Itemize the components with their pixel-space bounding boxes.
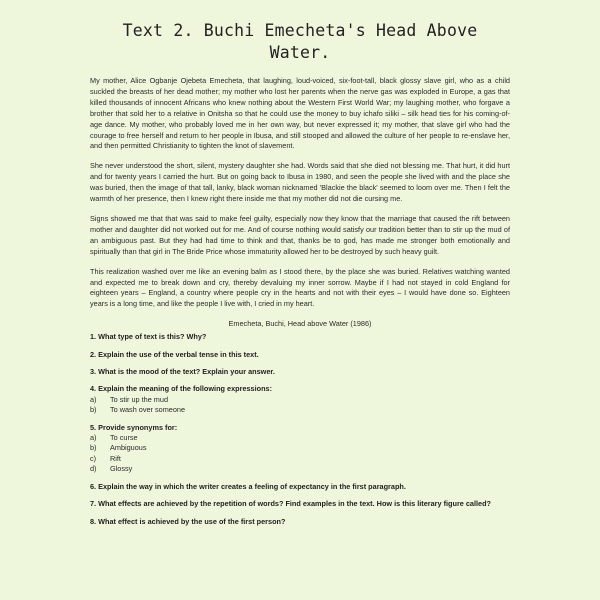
- question-5: [90, 423, 510, 475]
- question-text: 5. Provide synonyms for:: [90, 422, 178, 432]
- sub-item-text: To wash over someone: [110, 405, 186, 415]
- question-text: 2. Explain the use of the verbal tense in this text.: [90, 349, 259, 359]
- question-text: 1. What type of text is this? Why?: [90, 332, 207, 342]
- sub-item-text: To stir up the mud: [110, 394, 168, 404]
- question-text: 3. What is the mood of the text? Explain your answer.: [90, 367, 275, 377]
- question-text: 8. What effect is achieved by the use of the first person?: [90, 516, 286, 526]
- sub-item-letter: c): [90, 453, 97, 463]
- sub-item-letter: b): [90, 443, 97, 453]
- sub-item-text: Glossy: [110, 464, 133, 474]
- document-title: Text 2. Buchi Emecheta's Head Above Water.: [122, 21, 478, 62]
- sub-item-letter: d): [90, 464, 97, 474]
- sub-item-text: To curse: [110, 433, 138, 443]
- sub-item: [90, 405, 510, 415]
- sub-item: [90, 433, 510, 443]
- question-text: 6. Explain the way in which the writer creates a feeling of expectancy in the first paragraph.: [90, 481, 406, 491]
- question-6: [90, 482, 510, 492]
- question-2: [90, 350, 510, 360]
- paragraph-2: She never understood the short, silent, mystery daughter she had. Words said that she died not blessing me. That hurt, it did hurt and for twenty years I carried the hurt. But on going back to Ibusa in 1980, and seen the people she lived with and the place she was buried, then the image of that tall, lanky, black woman nicknamed 'Blackie the black' seemed to loom over me. Then I felt the warmth of her presence, then I knew right there inside me that my mother did not die cursing me.: [90, 161, 510, 204]
- question-1: [90, 332, 510, 342]
- sub-item: [90, 443, 510, 453]
- paragraph-3: Signs showed me that that was said to make feel guilty, especially now they know that the marriage that caused the rift between mother and daughter did not worked out for me. And of course nothing would satisfy our tradition better than to stir up the mud of an ambiguous past. But they had had time to think and that, thanks be to god, has made me stronger both emotionally and spiritually than that girl in The Bride Price whose immaturity allowed her to be destroyed by such heavy guilt.: [90, 213, 510, 256]
- sub-item: [90, 454, 510, 464]
- question-4: [90, 384, 510, 415]
- question-7: [90, 499, 510, 509]
- sub-item-letter: a): [90, 394, 97, 404]
- source-citation: Emecheta, Buchi, Head above Water (1986): [228, 319, 372, 329]
- sub-item-letter: a): [90, 433, 97, 443]
- sub-item-text: Ambiguous: [110, 443, 147, 453]
- sub-item: [90, 395, 510, 405]
- question-text: 4. Explain the meaning of the following expressions:: [90, 384, 273, 394]
- sub-item-text: Rift: [110, 453, 121, 463]
- paragraph-1: My mother, Alice Ogbanje Ojebeta Emecheta, that laughing, loud-voiced, six-foot-tall, black glossy slave girl, who as a child suckled the breasts of her dead mother; my mother who lost her parents when the nerve gas was exploded in Europe, a gas that killed thousands of innocent Africans who knew nothing about the Western First World War; my laughing mother, who forgave a brother that sold her to a relative in Onitsha so that he could use the money to buy ichafo siliki – silk head ties for his coming-of-age dance. My mother, who probably loved me in her own way, but never expressed it; my mother, that slave girl who had the courage to free herself and return to her people in Ibusa, and still stooped and allowed the culture of her people to re-enslave her, and then permitted Christianity to tighten the knot of slavement.: [90, 76, 510, 151]
- sub-item: [90, 464, 510, 474]
- question-3: [90, 367, 510, 377]
- sub-item-letter: b): [90, 405, 97, 415]
- question-8: [90, 517, 510, 527]
- paragraph-4: This realization washed over me like an evening balm as I stood there, by the place she was buried. Relatives watching wanted and expected me to break down and cry, thereby devaluing my inner sorrow. Maybe if I had not stayed in cold England for eighteen years – England, a country where people cry in the hearts and not with their eyes – I would have done so. Eighteen years is a long time, and like the people I live with, I cried in my heart.: [90, 266, 510, 309]
- question-text: 7. What effects are achieved by the repetition of words? Find examples in the text. How is this literary figure called?: [90, 499, 492, 509]
